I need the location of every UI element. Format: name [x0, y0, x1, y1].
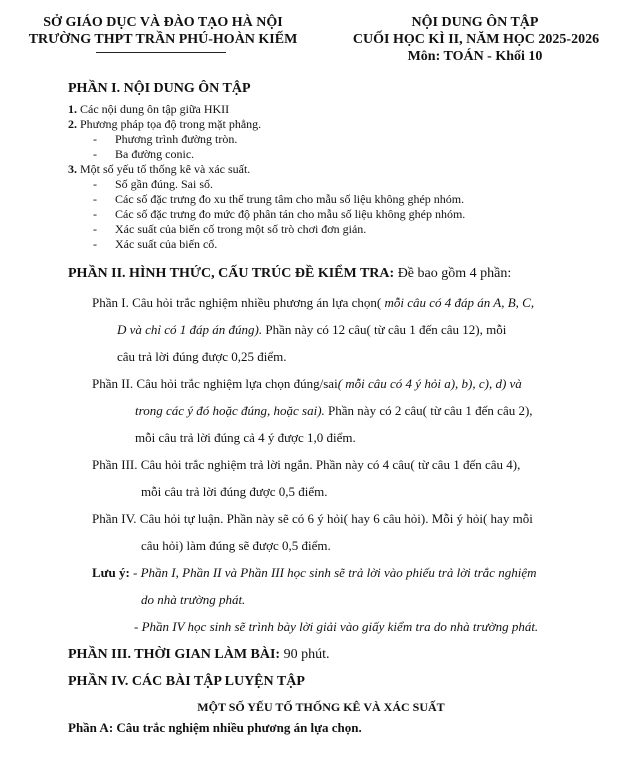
department-name: SỞ GIÁO DỤC VÀ ĐÀO TẠO HÀ NỘI: [43, 15, 283, 30]
part2-section3-line1: Phần III. Câu hỏi trắc nghiệm trả lời ngắn. Phần này có 4 câu( từ câu 1 đến câu 4),: [92, 457, 521, 472]
part4-title: PHẦN IV. CÁC BÀI TẬP LUYỆN TẬP: [68, 674, 305, 689]
part2-title: PHẦN II. HÌNH THỨC, CẤU TRÚC ĐỀ KIỂM TRA: Đề bao gồm 4 phần:: [68, 266, 512, 281]
part1-title: PHẦN I. NỘI DUNG ÔN TẬP: [68, 81, 251, 96]
part2-section4-line1: Phần IV. Câu hỏi tự luận. Phần này sẽ có 6 ý hỏi( hay 6 câu hỏi). Mỗi ý hỏi( hay mỗi: [92, 511, 533, 526]
list-item: - Xác suất của biến cố.: [93, 237, 218, 251]
list-item: - Các số đặc trưng đo xu thế trung tâm cho mẫu số liệu không ghép nhóm.: [93, 192, 465, 206]
note-line1: Lưu ý: - Phần I, Phần II và Phần III học sinh sẽ trả lời vào phiếu trả lời trắc nghiệm: [92, 565, 537, 580]
part3-title: PHẦN III. THỜI GIAN LÀM BÀI: 90 phút.: [68, 647, 330, 662]
list-item: - Các số đặc trưng đo mức độ phân tán cho mẫu số liệu không ghép nhóm.: [93, 207, 466, 221]
part2-section3-line2: mỗi câu trả lời đúng được 0,5 điểm.: [141, 484, 328, 499]
part2-section2-line1: Phần II. Câu hỏi trắc nghiệm lựa chọn đúng/sai( mỗi câu có 4 ý hỏi a), b), c), d) và: [92, 376, 522, 391]
part2-section1-line1: Phần I. Câu hỏi trắc nghiệm nhiều phương án lựa chọn( mỗi câu có 4 đáp án A, B, C,: [92, 295, 535, 310]
note-line3: - Phần IV học sinh sẽ trình bày lời giải vào giấy kiểm tra do nhà trường phát.: [134, 619, 539, 634]
part-a-heading: Phần A: Câu trắc nghiệm nhiều phương án lựa chọn.: [68, 720, 362, 735]
part2-section1-line3: câu trả lời đúng được 0,25 điểm.: [117, 349, 287, 364]
note-line2: do nhà trường phát.: [141, 592, 246, 607]
school-name: TRƯỜNG THPT TRẦN PHÚ-HOÀN KIẾM: [28, 32, 298, 47]
part2-section2-line3: mỗi câu trả lời đúng cả 4 ý được 1,0 điểm.: [135, 430, 356, 445]
part2-section2-line2: trong các ý đó hoặc đúng, hoặc sai). Phần này có 2 câu( từ câu 1 đến câu 2),: [135, 403, 533, 418]
section-subtitle: MỘT SỐ YẾU TỐ THỐNG KÊ VÀ XÁC SUẤT: [197, 700, 445, 714]
list-item: - Số gần đúng. Sai số.: [93, 177, 214, 191]
list-item: 3. Một số yếu tố thống kê và xác suất.: [68, 162, 251, 176]
list-item: 1. Các nội dung ôn tập giữa HKII: [68, 102, 230, 116]
part2-section1-line2: D và chỉ có 1 đáp án đúng). Phần này có 12 câu( từ câu 1 đến câu 12), mỗi: [117, 322, 507, 337]
school-underline: [96, 52, 226, 53]
list-item: - Xác suất của biến cố trong một số trò chơi đơn giản.: [93, 222, 367, 236]
doc-title: NỘI DUNG ÔN TẬP: [411, 15, 539, 30]
part2-section4-line2: câu hỏi) làm đúng sẽ được 0,5 điểm.: [141, 538, 331, 553]
doc-term: CUỐI HỌC KÌ II, NĂM HỌC 2025-2026: [352, 32, 600, 47]
list-item: - Ba đường conic.: [93, 147, 195, 161]
list-item: 2. Phương pháp tọa độ trong mặt phẳng.: [68, 117, 262, 131]
doc-subject: Môn: TOÁN - Khối 10: [407, 49, 543, 64]
list-item: - Phương trình đường tròn.: [93, 132, 238, 146]
